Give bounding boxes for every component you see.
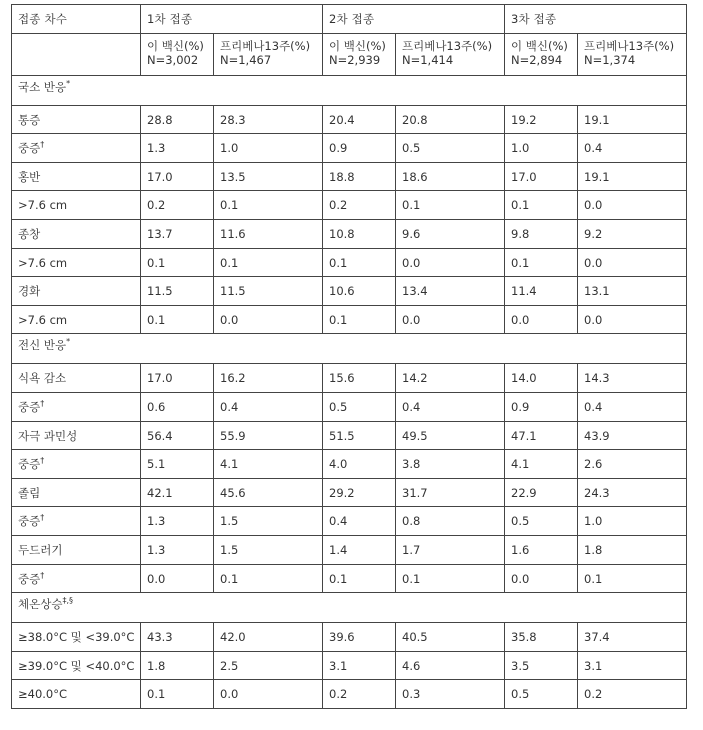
value-cell: 0.1 bbox=[141, 248, 214, 277]
row-label: 두드러기 bbox=[18, 542, 63, 557]
group-n: N=1,467 bbox=[220, 52, 272, 67]
row-label: >7.6 cm bbox=[18, 312, 68, 327]
value-cell: 1.7 bbox=[396, 535, 505, 564]
value-cell: 16.2 bbox=[214, 364, 323, 393]
group-n: N=1,374 bbox=[584, 52, 636, 67]
value-cell: 1.3 bbox=[141, 507, 214, 536]
value-cell: 0.9 bbox=[323, 134, 396, 163]
value-cell: 3.8 bbox=[396, 450, 505, 479]
row-label-cell bbox=[12, 191, 141, 220]
table-body bbox=[12, 5, 687, 709]
value-cell: 0.5 bbox=[323, 392, 396, 421]
value-cell: 2.5 bbox=[214, 651, 323, 680]
value-cell: 40.5 bbox=[396, 623, 505, 652]
row-label: >7.6 cm bbox=[18, 255, 68, 270]
value-cell: 10.6 bbox=[323, 277, 396, 306]
section-row bbox=[12, 593, 687, 623]
value-cell: 37.4 bbox=[578, 623, 687, 652]
table-row bbox=[12, 248, 687, 277]
value-cell: 0.5 bbox=[505, 507, 578, 536]
row-label-cell bbox=[12, 219, 141, 248]
value-cell: 17.0 bbox=[505, 162, 578, 191]
value-cell: 0.0 bbox=[214, 680, 323, 709]
value-cell: 14.3 bbox=[578, 364, 687, 393]
row-label: 통증 bbox=[18, 112, 41, 127]
group-header-row bbox=[12, 33, 687, 75]
value-cell: 39.6 bbox=[323, 623, 396, 652]
value-cell: 0.4 bbox=[323, 507, 396, 536]
row-label: ≥38.0°C 및 <39.0°C bbox=[18, 630, 135, 645]
dose-2-header: 2차 접종 bbox=[323, 5, 505, 34]
value-cell: 13.5 bbox=[214, 162, 323, 191]
group-n: N=2,939 bbox=[329, 52, 381, 67]
value-cell: 0.2 bbox=[578, 680, 687, 709]
row-label-cell bbox=[12, 162, 141, 191]
row-label-cell bbox=[12, 507, 141, 536]
group-name: 이 백신(%) bbox=[511, 38, 568, 53]
row-label-cell bbox=[12, 392, 141, 421]
row-label-cell bbox=[12, 564, 141, 593]
row-label: 중증 bbox=[18, 571, 41, 586]
row-label: 식욕 감소 bbox=[18, 371, 67, 386]
row-label-cell bbox=[12, 680, 141, 709]
table-row bbox=[12, 364, 687, 393]
dose-3-header: 3차 접종 bbox=[505, 5, 687, 34]
value-cell: 0.1 bbox=[323, 305, 396, 334]
value-cell: 0.0 bbox=[396, 305, 505, 334]
row-label-cell bbox=[12, 105, 141, 134]
footnote-mark: † bbox=[40, 513, 45, 523]
group-name: 이 백신(%) bbox=[329, 38, 386, 53]
table-row bbox=[12, 305, 687, 334]
value-cell: 0.1 bbox=[141, 305, 214, 334]
table-row bbox=[12, 623, 687, 652]
section-title-cell bbox=[12, 593, 687, 623]
value-cell: 18.8 bbox=[323, 162, 396, 191]
empty-header-cell bbox=[12, 33, 141, 75]
row-label: 경화 bbox=[18, 284, 41, 299]
value-cell: 3.1 bbox=[323, 651, 396, 680]
value-cell: 0.0 bbox=[505, 305, 578, 334]
section-title-cell bbox=[12, 334, 687, 364]
table-row bbox=[12, 219, 687, 248]
value-cell: 1.8 bbox=[578, 535, 687, 564]
table-row bbox=[12, 277, 687, 306]
value-cell: 14.2 bbox=[396, 364, 505, 393]
value-cell: 0.0 bbox=[214, 305, 323, 334]
table-row bbox=[12, 134, 687, 163]
value-cell: 51.5 bbox=[323, 421, 396, 450]
row-label: 자극 과민성 bbox=[18, 428, 78, 443]
group-n: N=2,894 bbox=[511, 52, 563, 67]
value-cell: 0.1 bbox=[505, 248, 578, 277]
value-cell: 5.1 bbox=[141, 450, 214, 479]
table-row bbox=[12, 680, 687, 709]
value-cell: 17.0 bbox=[141, 364, 214, 393]
section-title: 국소 반응 bbox=[18, 79, 67, 94]
dose-header-row bbox=[12, 5, 687, 34]
row-label: 졸림 bbox=[18, 485, 41, 500]
row-label: 홍반 bbox=[18, 169, 41, 184]
section-row bbox=[12, 75, 687, 105]
group-n: N=3,002 bbox=[147, 52, 199, 67]
value-cell: 0.8 bbox=[396, 507, 505, 536]
section-title: 전신 반응 bbox=[18, 338, 67, 353]
value-cell: 9.8 bbox=[505, 219, 578, 248]
value-cell: 43.3 bbox=[141, 623, 214, 652]
table-row bbox=[12, 507, 687, 536]
value-cell: 19.2 bbox=[505, 105, 578, 134]
value-cell: 1.0 bbox=[505, 134, 578, 163]
row-label: 중증 bbox=[18, 399, 41, 414]
row-label-cell bbox=[12, 478, 141, 507]
value-cell: 13.7 bbox=[141, 219, 214, 248]
value-cell: 0.4 bbox=[396, 392, 505, 421]
row-label: ≥40.0°C bbox=[18, 687, 68, 702]
group-n: N=1,414 bbox=[402, 52, 454, 67]
value-cell: 0.1 bbox=[578, 564, 687, 593]
row-label-cell bbox=[12, 450, 141, 479]
value-cell: 1.3 bbox=[141, 134, 214, 163]
value-cell: 29.2 bbox=[323, 478, 396, 507]
group-header-cell bbox=[141, 33, 214, 75]
table-row bbox=[12, 651, 687, 680]
value-cell: 55.9 bbox=[214, 421, 323, 450]
value-cell: 11.4 bbox=[505, 277, 578, 306]
value-cell: 17.0 bbox=[141, 162, 214, 191]
group-name: 프리베나13주(%) bbox=[402, 38, 493, 53]
row-label: ≥39.0°C 및 <40.0°C bbox=[18, 658, 135, 673]
value-cell: 0.1 bbox=[396, 564, 505, 593]
value-cell: 0.4 bbox=[578, 392, 687, 421]
table-row bbox=[12, 478, 687, 507]
table-row bbox=[12, 535, 687, 564]
value-cell: 56.4 bbox=[141, 421, 214, 450]
value-cell: 28.8 bbox=[141, 105, 214, 134]
footnote-mark: * bbox=[66, 337, 71, 347]
value-cell: 14.0 bbox=[505, 364, 578, 393]
table-row bbox=[12, 162, 687, 191]
value-cell: 22.9 bbox=[505, 478, 578, 507]
adverse-reaction-table bbox=[11, 4, 687, 709]
row-label-cell bbox=[12, 623, 141, 652]
section-row bbox=[12, 334, 687, 364]
value-cell: 0.0 bbox=[396, 248, 505, 277]
value-cell: 0.6 bbox=[141, 392, 214, 421]
row-label-cell bbox=[12, 134, 141, 163]
value-cell: 42.1 bbox=[141, 478, 214, 507]
group-header-cell bbox=[323, 33, 396, 75]
value-cell: 0.5 bbox=[505, 680, 578, 709]
value-cell: 20.4 bbox=[323, 105, 396, 134]
value-cell: 18.6 bbox=[396, 162, 505, 191]
dose-1-header: 1차 접종 bbox=[141, 5, 323, 34]
value-cell: 45.6 bbox=[214, 478, 323, 507]
value-cell: 11.6 bbox=[214, 219, 323, 248]
row-label: 중증 bbox=[18, 457, 41, 472]
value-cell: 0.5 bbox=[396, 134, 505, 163]
footnote-mark: † bbox=[40, 570, 45, 580]
value-cell: 42.0 bbox=[214, 623, 323, 652]
value-cell: 0.1 bbox=[505, 191, 578, 220]
group-name: 프리베나13주(%) bbox=[584, 38, 675, 53]
value-cell: 0.1 bbox=[396, 191, 505, 220]
value-cell: 0.3 bbox=[396, 680, 505, 709]
table-row bbox=[12, 105, 687, 134]
row-label-cell bbox=[12, 305, 141, 334]
value-cell: 1.0 bbox=[578, 507, 687, 536]
value-cell: 10.8 bbox=[323, 219, 396, 248]
value-cell: 9.2 bbox=[578, 219, 687, 248]
section-title-cell bbox=[12, 75, 687, 105]
table-row bbox=[12, 392, 687, 421]
value-cell: 4.1 bbox=[214, 450, 323, 479]
row-label-cell bbox=[12, 364, 141, 393]
dose-label-cell: 접종 차수 bbox=[12, 5, 141, 34]
value-cell: 11.5 bbox=[214, 277, 323, 306]
value-cell: 0.1 bbox=[323, 564, 396, 593]
value-cell: 13.1 bbox=[578, 277, 687, 306]
value-cell: 47.1 bbox=[505, 421, 578, 450]
value-cell: 1.6 bbox=[505, 535, 578, 564]
value-cell: 0.1 bbox=[141, 680, 214, 709]
value-cell: 13.4 bbox=[396, 277, 505, 306]
section-title: 체온상승 bbox=[18, 597, 63, 612]
value-cell: 0.0 bbox=[578, 305, 687, 334]
value-cell: 35.8 bbox=[505, 623, 578, 652]
row-label-cell bbox=[12, 421, 141, 450]
group-name: 이 백신(%) bbox=[147, 38, 204, 53]
group-name: 프리베나13주(%) bbox=[220, 38, 311, 53]
value-cell: 0.4 bbox=[578, 134, 687, 163]
value-cell: 0.2 bbox=[323, 680, 396, 709]
value-cell: 11.5 bbox=[141, 277, 214, 306]
value-cell: 0.0 bbox=[141, 564, 214, 593]
value-cell: 0.0 bbox=[578, 191, 687, 220]
value-cell: 0.0 bbox=[578, 248, 687, 277]
value-cell: 1.5 bbox=[214, 507, 323, 536]
footnote-mark: † bbox=[40, 398, 45, 408]
value-cell: 0.2 bbox=[141, 191, 214, 220]
value-cell: 0.1 bbox=[214, 248, 323, 277]
value-cell: 20.8 bbox=[396, 105, 505, 134]
table-row bbox=[12, 564, 687, 593]
value-cell: 1.4 bbox=[323, 535, 396, 564]
value-cell: 15.6 bbox=[323, 364, 396, 393]
value-cell: 24.3 bbox=[578, 478, 687, 507]
value-cell: 19.1 bbox=[578, 105, 687, 134]
value-cell: 1.5 bbox=[214, 535, 323, 564]
value-cell: 0.0 bbox=[505, 564, 578, 593]
group-header-cell bbox=[396, 33, 505, 75]
value-cell: 0.1 bbox=[214, 564, 323, 593]
value-cell: 4.1 bbox=[505, 450, 578, 479]
table-row bbox=[12, 421, 687, 450]
value-cell: 0.9 bbox=[505, 392, 578, 421]
value-cell: 3.1 bbox=[578, 651, 687, 680]
row-label-cell bbox=[12, 277, 141, 306]
group-header-cell bbox=[578, 33, 687, 75]
group-header-cell bbox=[214, 33, 323, 75]
footnote-mark: * bbox=[66, 78, 71, 88]
row-label: 종창 bbox=[18, 226, 41, 241]
row-label: >7.6 cm bbox=[18, 198, 68, 213]
row-label-cell bbox=[12, 535, 141, 564]
footnote-mark: † bbox=[40, 140, 45, 150]
value-cell: 4.6 bbox=[396, 651, 505, 680]
row-label: 중증 bbox=[18, 514, 41, 529]
row-label: 중증 bbox=[18, 141, 41, 156]
row-label-cell bbox=[12, 651, 141, 680]
value-cell: 31.7 bbox=[396, 478, 505, 507]
footnote-mark: † bbox=[40, 456, 45, 466]
value-cell: 0.1 bbox=[323, 248, 396, 277]
value-cell: 43.9 bbox=[578, 421, 687, 450]
value-cell: 28.3 bbox=[214, 105, 323, 134]
group-header-cell bbox=[505, 33, 578, 75]
footnote-mark: ‡,§ bbox=[62, 596, 73, 606]
value-cell: 0.4 bbox=[214, 392, 323, 421]
value-cell: 1.8 bbox=[141, 651, 214, 680]
value-cell: 49.5 bbox=[396, 421, 505, 450]
value-cell: 3.5 bbox=[505, 651, 578, 680]
value-cell: 1.3 bbox=[141, 535, 214, 564]
value-cell: 19.1 bbox=[578, 162, 687, 191]
value-cell: 0.2 bbox=[323, 191, 396, 220]
value-cell: 2.6 bbox=[578, 450, 687, 479]
value-cell: 9.6 bbox=[396, 219, 505, 248]
value-cell: 0.1 bbox=[214, 191, 323, 220]
row-label-cell bbox=[12, 248, 141, 277]
value-cell: 4.0 bbox=[323, 450, 396, 479]
table-row bbox=[12, 191, 687, 220]
table-row bbox=[12, 450, 687, 479]
value-cell: 1.0 bbox=[214, 134, 323, 163]
